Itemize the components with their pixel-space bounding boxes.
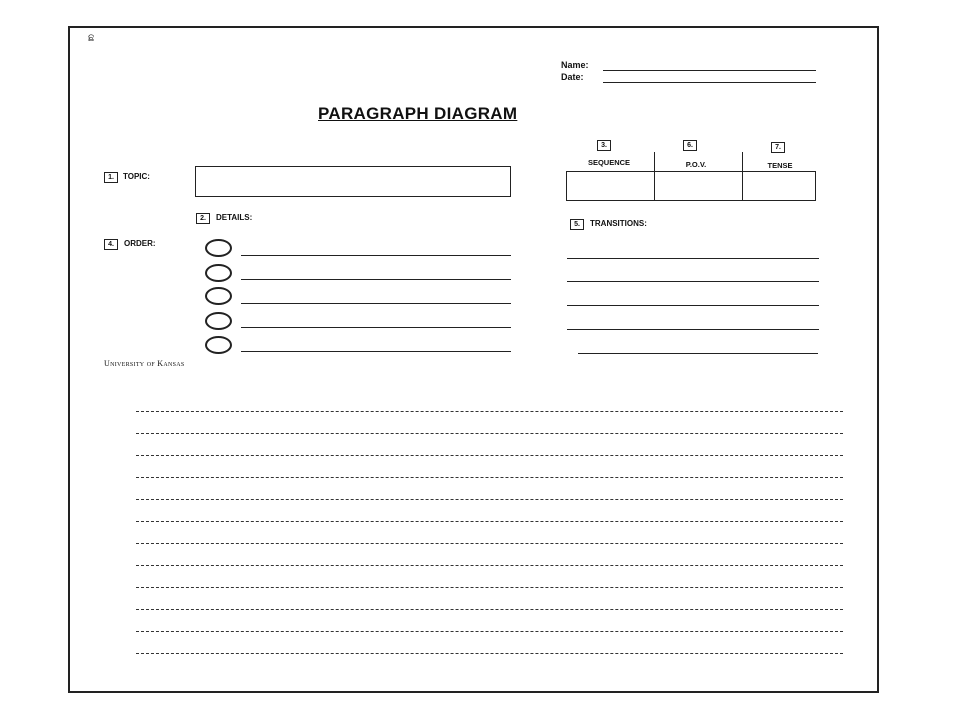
order-circle[interactable] — [205, 239, 232, 257]
writing-line[interactable] — [136, 587, 843, 588]
date-label: Date: — [561, 72, 584, 82]
name-field[interactable] — [603, 70, 816, 71]
detail-line[interactable] — [241, 303, 511, 304]
transition-line[interactable] — [567, 305, 819, 306]
details-label: DETAILS: — [216, 213, 253, 222]
detail-line[interactable] — [241, 327, 511, 328]
corner-mark: ଛ — [88, 33, 95, 44]
transition-line[interactable] — [567, 258, 819, 259]
writing-line[interactable] — [136, 499, 843, 500]
writing-line[interactable] — [136, 411, 843, 412]
date-field[interactable] — [603, 82, 816, 83]
transition-line[interactable] — [567, 329, 819, 330]
sequence-pov-tense-box[interactable] — [566, 171, 816, 201]
detail-line[interactable] — [241, 255, 511, 256]
writing-line[interactable] — [136, 455, 843, 456]
transition-line[interactable] — [578, 353, 818, 354]
order-circle[interactable] — [205, 312, 232, 330]
transitions-label: TRANSITIONS: — [590, 219, 647, 228]
transitions-number-badge: 5. — [570, 219, 584, 230]
topic-number-badge: 1. — [104, 172, 118, 183]
writing-line[interactable] — [136, 609, 843, 610]
name-label: Name: — [561, 60, 589, 70]
order-circle[interactable] — [205, 264, 232, 282]
page-title: PARAGRAPH DIAGRAM — [318, 104, 518, 123]
detail-line[interactable] — [241, 351, 511, 352]
tense-header: TENSE — [767, 161, 793, 170]
university-credit: University of Kansas — [104, 359, 185, 368]
writing-line[interactable] — [136, 477, 843, 478]
order-number-badge: 4. — [104, 239, 118, 250]
order-label: ORDER: — [124, 239, 156, 248]
topic-box[interactable] — [195, 166, 511, 197]
pov-header: P.O.V. — [685, 160, 707, 169]
tense-number-badge: 7. — [771, 142, 785, 153]
writing-line[interactable] — [136, 631, 843, 632]
topic-label: TOPIC: — [123, 172, 150, 181]
writing-line[interactable] — [136, 565, 843, 566]
pov-number-badge: 6. — [683, 140, 697, 151]
sequence-number-badge: 3. — [597, 140, 611, 151]
order-circle[interactable] — [205, 336, 232, 354]
sequence-header: SEQUENCE — [587, 158, 631, 167]
writing-line[interactable] — [136, 653, 843, 654]
writing-line[interactable] — [136, 543, 843, 544]
detail-line[interactable] — [241, 279, 511, 280]
details-number-badge: 2. — [196, 213, 210, 224]
order-circle[interactable] — [205, 287, 232, 305]
transition-line[interactable] — [567, 281, 819, 282]
writing-line[interactable] — [136, 433, 843, 434]
worksheet-page — [68, 26, 879, 693]
writing-line[interactable] — [136, 521, 843, 522]
